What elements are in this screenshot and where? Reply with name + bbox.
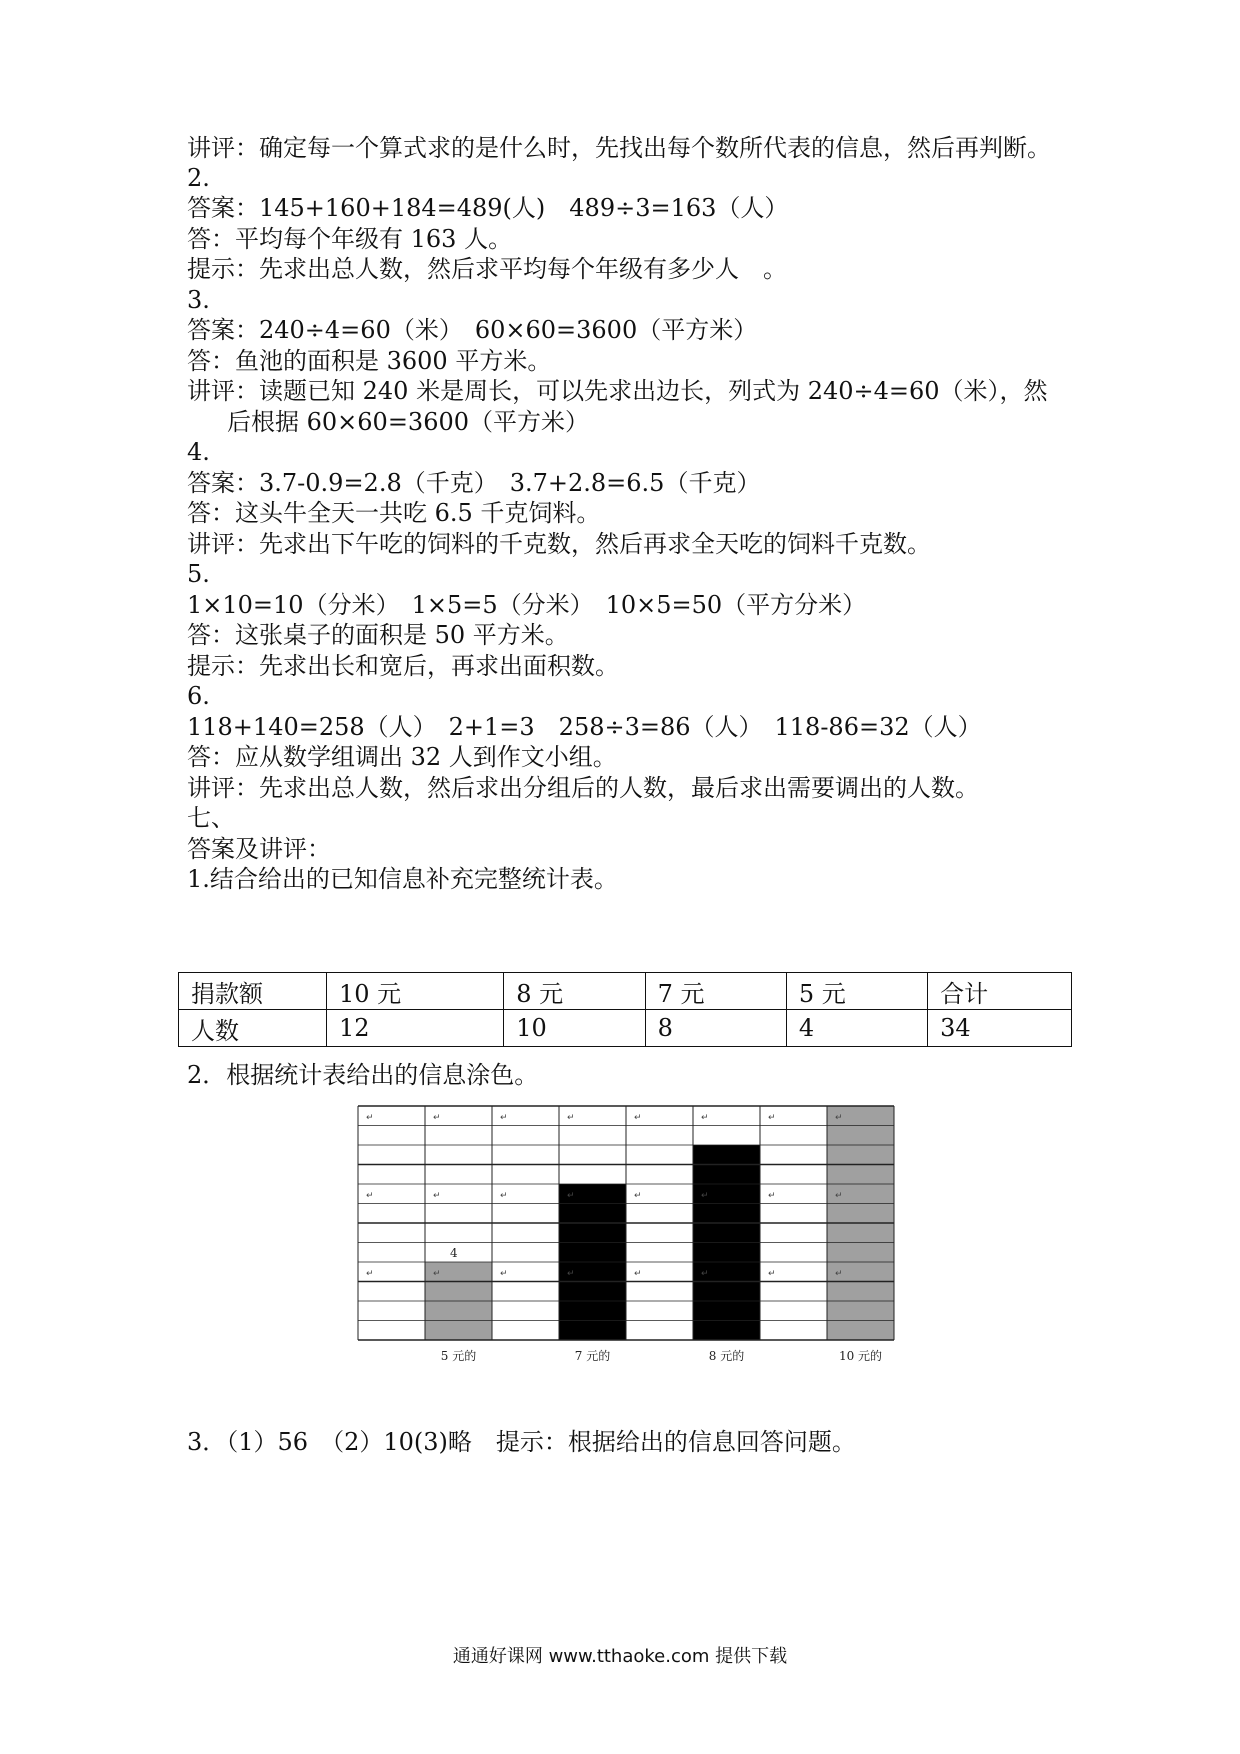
table-header-row xyxy=(179,973,1072,1010)
table-cell: 10 元 xyxy=(327,973,504,1010)
table-cell: 合计 xyxy=(928,973,1072,1010)
reply-line: 答：应从数学组调出 32 人到作文小组。 xyxy=(187,743,617,771)
paragraph-mark-glyph: ↵ xyxy=(567,1269,575,1279)
table-cell: 4 xyxy=(786,1010,927,1047)
bar-chart-svg xyxy=(357,1105,899,1387)
x-tick-label: 7 元的 xyxy=(574,1349,611,1363)
comment-line: 讲评：读题已知 240 米是周长，可以先求出边长，列式为 240÷4=60（米），然 xyxy=(187,377,1048,405)
paragraph-mark-glyph: ↵ xyxy=(500,1113,508,1123)
comment-line: 讲评：先求出总人数，然后求出分组后的人数，最后求出需要调出的人数。 xyxy=(187,774,979,802)
paragraph-mark-glyph: ↵ xyxy=(835,1191,843,1201)
question-number-5: 5. xyxy=(187,560,210,588)
comment-line: 讲评：确定每一个算式求的是什么时，先找出每个数所代表的信息，然后再判断。 xyxy=(187,134,1051,162)
table-cell: 10 xyxy=(504,1010,645,1047)
answer-line: 答案：145+160+184=489(人) 489÷3=163（人） xyxy=(187,194,789,222)
question-3-text: 3．（1）56 （2）10(3)略 提示：根据给出的信息回答问题。 xyxy=(187,1428,856,1456)
paragraph-mark-glyph: ↵ xyxy=(433,1191,441,1201)
question-2-text: 2．根据统计表给出的信息涂色。 xyxy=(187,1061,539,1089)
paragraph-mark-glyph: ↵ xyxy=(701,1113,709,1123)
paragraph-mark-glyph: ↵ xyxy=(634,1269,642,1279)
paragraph-mark-glyph: ↵ xyxy=(701,1191,709,1201)
equation-line: 118+140=258（人） 2+1=3 258÷3=86（人） 118-86=32（人） xyxy=(187,713,982,741)
paragraph-mark-glyph: ↵ xyxy=(768,1269,776,1279)
paragraph-mark-glyph: ↵ xyxy=(366,1191,374,1201)
reply-line: 答：鱼池的面积是 3600 平方米。 xyxy=(187,347,552,375)
question-number-6: 6. xyxy=(187,682,210,710)
answer-line: 答案：3.7-0.9=2.8（千克） 3.7+2.8=6.5（千克） xyxy=(187,469,761,497)
table-row xyxy=(179,1010,1072,1047)
hint-line: 提示：先求出长和宽后，再求出面积数。 xyxy=(187,652,619,680)
paragraph-mark-glyph: ↵ xyxy=(567,1191,575,1201)
paragraph-mark-glyph: ↵ xyxy=(835,1113,843,1123)
paragraph-mark-glyph: ↵ xyxy=(567,1113,575,1123)
bar-chart xyxy=(357,1105,899,1387)
paragraph-mark-glyph: ↵ xyxy=(433,1269,441,1279)
paragraph-mark-glyph: ↵ xyxy=(433,1113,441,1123)
comment-line-continued: 后根据 60×60=3600（平方米） xyxy=(227,408,590,436)
paragraph-mark-glyph: ↵ xyxy=(634,1191,642,1201)
answer-line: 答案：240÷4=60（米） 60×60=3600（平方米） xyxy=(187,316,758,344)
paragraph-mark-glyph: ↵ xyxy=(835,1269,843,1279)
table-cell: 7 元 xyxy=(645,973,786,1010)
table-cell: 8 xyxy=(645,1010,786,1047)
bar-annotation-label: 4 xyxy=(450,1246,458,1260)
table-cell: 8 元 xyxy=(504,973,645,1010)
reply-line: 答：这张桌子的面积是 50 平方米。 xyxy=(187,621,569,649)
paragraph-mark-glyph: ↵ xyxy=(701,1269,709,1279)
footer-text: 通通好课网 www.tthaoke.com 提供下载 xyxy=(452,1646,788,1667)
x-tick-label: 5 元的 xyxy=(440,1349,477,1363)
equation-line: 1×10=10（分米） 1×5=5（分米） 10×5=50（平方分米） xyxy=(187,591,867,619)
paragraph-mark-glyph: ↵ xyxy=(366,1113,374,1123)
reply-line: 答：平均每个年级有 163 人。 xyxy=(187,225,513,253)
table-cell: 5 元 xyxy=(786,973,927,1010)
question-1-text: 1.结合给出的已知信息补充完整统计表。 xyxy=(187,865,618,893)
paragraph-mark-glyph: ↵ xyxy=(768,1191,776,1201)
table-cell: 人数 xyxy=(179,1010,327,1047)
reply-line: 答：这头牛全天一共吃 6.5 千克饲料。 xyxy=(187,499,601,527)
table-cell: 34 xyxy=(928,1010,1072,1047)
hint-line: 提示：先求出总人数，然后求平均每个年级有多少人 。 xyxy=(187,255,787,283)
question-number-3: 3. xyxy=(187,286,210,314)
comment-line: 讲评：先求出下午吃的饲料的千克数，然后再求全天吃的饲料千克数。 xyxy=(187,530,931,558)
table-cell: 12 xyxy=(327,1010,504,1047)
paragraph-mark-glyph: ↵ xyxy=(500,1191,508,1201)
x-tick-label: 8 元的 xyxy=(708,1349,745,1363)
paragraph-mark-glyph: ↵ xyxy=(634,1113,642,1123)
section-subheading: 答案及讲评： xyxy=(187,835,331,863)
paragraph-mark-glyph: ↵ xyxy=(500,1269,508,1279)
paragraph-mark-glyph: ↵ xyxy=(768,1113,776,1123)
table-cell: 捐款额 xyxy=(179,973,327,1010)
x-tick-label: 10 元的 xyxy=(838,1349,883,1363)
paragraph-mark-glyph: ↵ xyxy=(366,1269,374,1279)
section-heading: 七、 xyxy=(187,804,235,832)
question-number-2: 2. xyxy=(187,164,210,192)
question-number-4: 4. xyxy=(187,438,210,466)
donation-table xyxy=(178,972,1072,1047)
